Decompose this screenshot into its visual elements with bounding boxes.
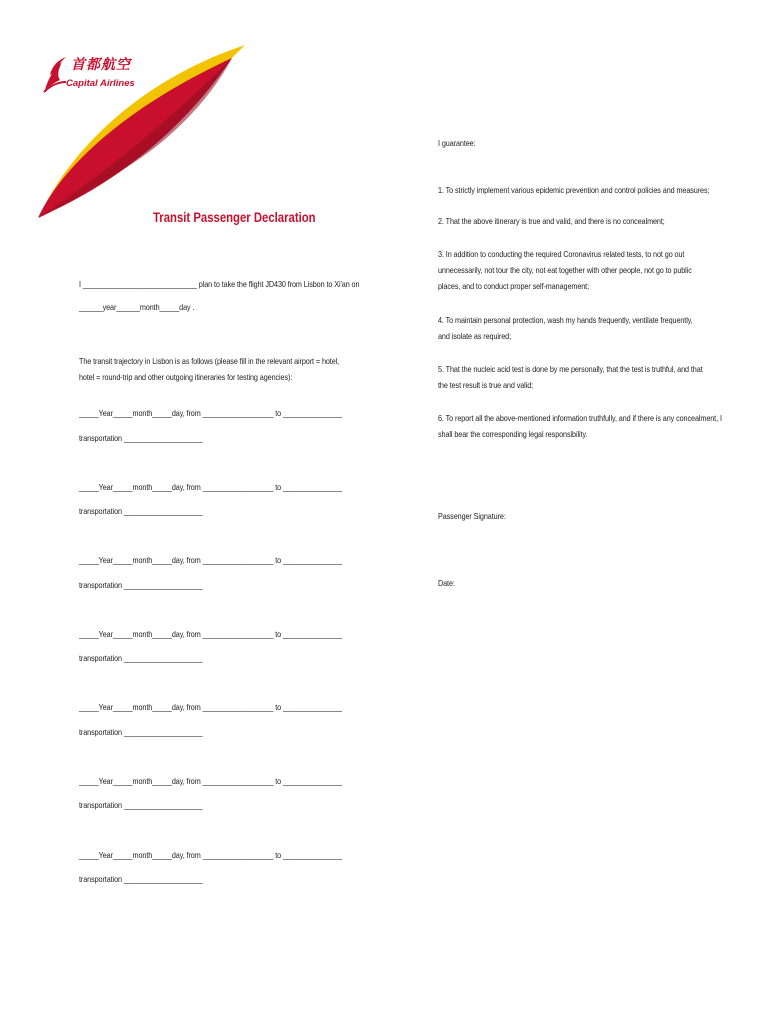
phoenix-mark-icon [44,57,66,92]
transportation-line: transportation ____________________ [79,433,203,443]
brand-name-chinese: 首都航空 [71,56,131,72]
transportation-line: transportation ____________________ [79,506,203,516]
guarantee-item-1: 1. To strictly implement various epidemic prevention and control policies and measures; [438,185,710,195]
itinerary-date-line: _____Year_____month_____day, from __________________ to _______________ [79,555,342,565]
transportation-line: transportation ____________________ [79,727,203,737]
itinerary-date-line: _____Year_____month_____day, from __________________ to _______________ [79,408,342,418]
transportation-line: transportation ____________________ [79,580,203,590]
transportation-line: transportation ____________________ [79,874,203,884]
transportation-line: transportation ____________________ [79,800,203,810]
guarantee-heading: I guarantee: [438,138,476,148]
intro-line-1: I _____________________________ plan to take the flight JD430 from Lisbon to Xi'an on [79,279,360,289]
itinerary-date-line: _____Year_____month_____day, from __________________ to _______________ [79,850,342,860]
itinerary-date-line: _____Year_____month_____day, from __________________ to _______________ [79,482,342,492]
guarantee-item-2: 2. That the above itinerary is true and valid, and there is no concealment; [438,216,665,226]
guarantee-item-4: 4. To maintain personal protection, wash my hands frequently, ventilate frequently, and isolate as required; [438,315,693,341]
date-label: Date: [438,578,455,588]
itinerary-date-line: _____Year_____month_____day, from __________________ to _______________ [79,629,342,639]
guarantee-item-6: 6. To report all the above-mentioned information truthfully, and if there is any concealment, I shall bear the corresponding legal responsibility. [438,413,722,439]
brand-name-english: Capital Airlines [66,78,135,89]
transportation-line: transportation ____________________ [79,653,203,663]
itinerary-date-line: _____Year_____month_____day, from __________________ to _______________ [79,702,342,712]
guarantee-item-3: 3. In addition to conducting the required Coronavirus related tests, to not go out unnecessarily, not tour the city, not eat together with other people, not go to public places, and to conduct proper self-management; [438,249,692,291]
guarantee-item-5: 5. That the nucleic acid test is done by me personally, that the test is truthful, and that the test result is true and valid; [438,364,703,390]
itinerary-date-line: _____Year_____month_____day, from __________________ to _______________ [79,776,342,786]
intro-line-2: ______year______month_____day . [79,302,195,312]
passenger-signature-label: Passenger Signature: [438,511,506,521]
page-title: Transit Passenger Declaration [153,210,316,225]
capital-airlines-swoosh [0,0,260,230]
trajectory-text: The transit trajectory in Lisbon is as follows (please fill in the relevant airport = hotel, hotel = round-trip and other outgoing itineraries for testing agencies): [79,356,340,382]
